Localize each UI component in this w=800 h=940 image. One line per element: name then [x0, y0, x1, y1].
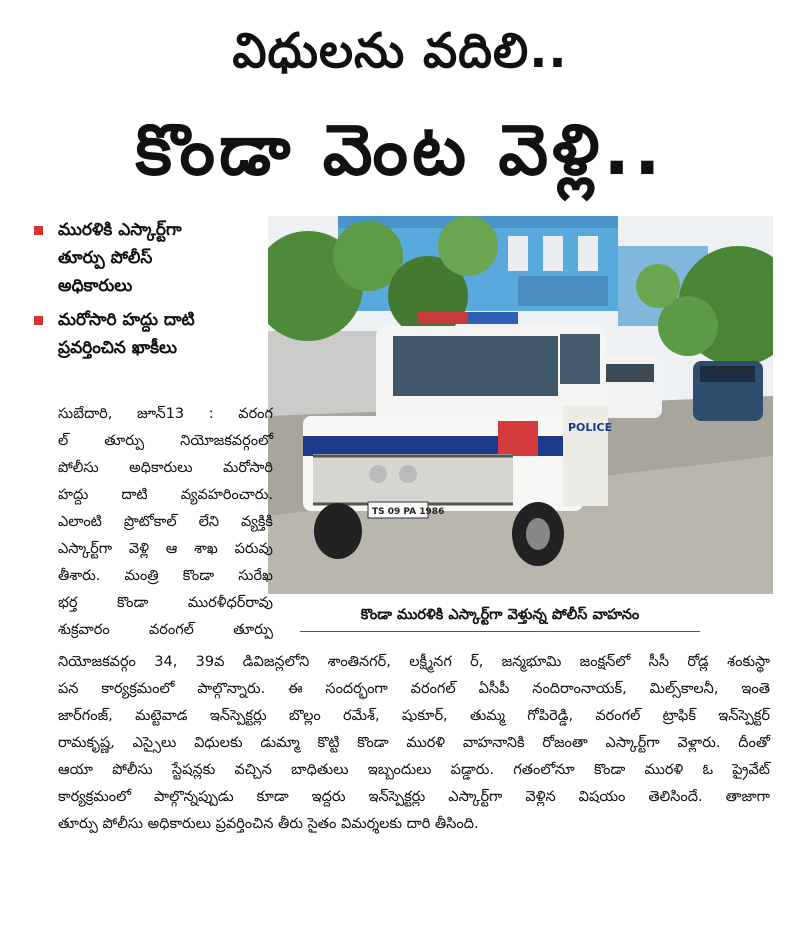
body-line: తీశారు. మంత్రి కొండా సురేఖ [58, 568, 273, 584]
body-line: పన కార్యక్రమంలో పాల్గొన్నారు. ఈ సందర్భంగా వరంగల్ ఏసీపీ నందిరాంనాయక్, మిల్స్‌కాలనీ, ఇంతె [58, 681, 770, 697]
body-line: పోలీసు అధికారులు మరోసారి [58, 460, 273, 476]
highlight-line: మురళికి ఎస్కార్ట్‌గా [58, 220, 182, 240]
highlight-line: తూర్పు పోలీస్ [58, 248, 153, 268]
body-line: జార్‌గంజ్, మట్టెవాడ ఇన్‌స్పెక్టర్లు బొల్లం రమేశ్, షుకూర్, తుమ్మ గోపిరెడ్డి, వరంగల్ ట్రాఫిక్ ఇన్‌స్పెక్టర్ [58, 708, 770, 724]
body-line: ఎస్కార్ట్‌గా వెళ్లి ఆ శాఖ పరువు [58, 541, 273, 557]
body-line: భర్త కొండా మురళీధర్‌రావు [58, 595, 273, 611]
body-line: కార్యక్రమంలో పాల్గొన్నప్పుడు కూడా ఇద్దరు ఇన్‌స్పెక్టర్లు ఎస్కార్ట్‌గా వెళ్లిన విషయం తెలిసిందే. తాజాగా [58, 789, 770, 805]
highlight-item [30, 306, 262, 362]
body-line: ఆయా పోలీసు స్టేషన్లకు వచ్చిన బాధితులు ఇబ్బందులు పడ్డారు. గతంలోనూ కొండా మురళి ఓ ప్రైవేట్ [58, 762, 770, 778]
news-photo [268, 216, 773, 594]
highlights [30, 216, 262, 368]
headline-kicker: విధులను వదిలి.. [232, 23, 568, 79]
caption-divider [300, 631, 700, 632]
body-line: నియోజకవర్గం 34, 39వ డివిజన్లలోని శాంతినగర్, లక్ష్మీనగ ర్, జన్మభూమి జంక్షన్‌లో సీసీ రోడ్ల శంకుస్థా [58, 654, 770, 670]
headline-main: కొండా వెంట వెళ్లి.. [135, 109, 665, 191]
photo-caption: కొండా మురళికి ఎస్కార్ట్‌గా వెళ్తున్న పోలీస్ వాహనం [360, 607, 640, 623]
body-line: తూర్పు పోలీసు అధికారులు ప్రవర్తించిన తీరు సైతం విమర్శలకు దారి తీసింది. [58, 816, 479, 832]
highlight-line: అధికారులు [58, 276, 133, 296]
highlight-item [30, 216, 262, 300]
highlight-line: ప్రవర్తించిన ఖాకీలు [58, 338, 177, 358]
body-line: హద్దు దాటి వ్యవహరించారు. [58, 487, 273, 503]
body-line: సుబేదారి, జూన్13 : వరంగ [58, 406, 273, 422]
vehicle-sign: POLICE [568, 421, 613, 434]
highlight-line: మరోసారి హద్దు దాటి [58, 310, 195, 330]
licence-plate: TS 09 PA 1986 [372, 507, 445, 517]
square-bullet-icon [34, 316, 43, 325]
square-bullet-icon [34, 226, 43, 235]
body-line: ఎలాంటి ప్రొటోకాల్ లేని వ్యక్తికి [58, 514, 273, 530]
body-line: రామకృష్ణ, ఎస్సైలు విధులకు డుమ్మా కొట్టి కొండా మురళి వాహనానికి రోజంతా ఎస్కార్ట్‌గా వెళ్లారు. దీంతో [58, 735, 770, 751]
body-line: ల్ తూర్పు నియోజకవర్గంలో [58, 433, 273, 449]
body-line: శుక్రవారం వరంగల్ తూర్పు [58, 622, 273, 638]
